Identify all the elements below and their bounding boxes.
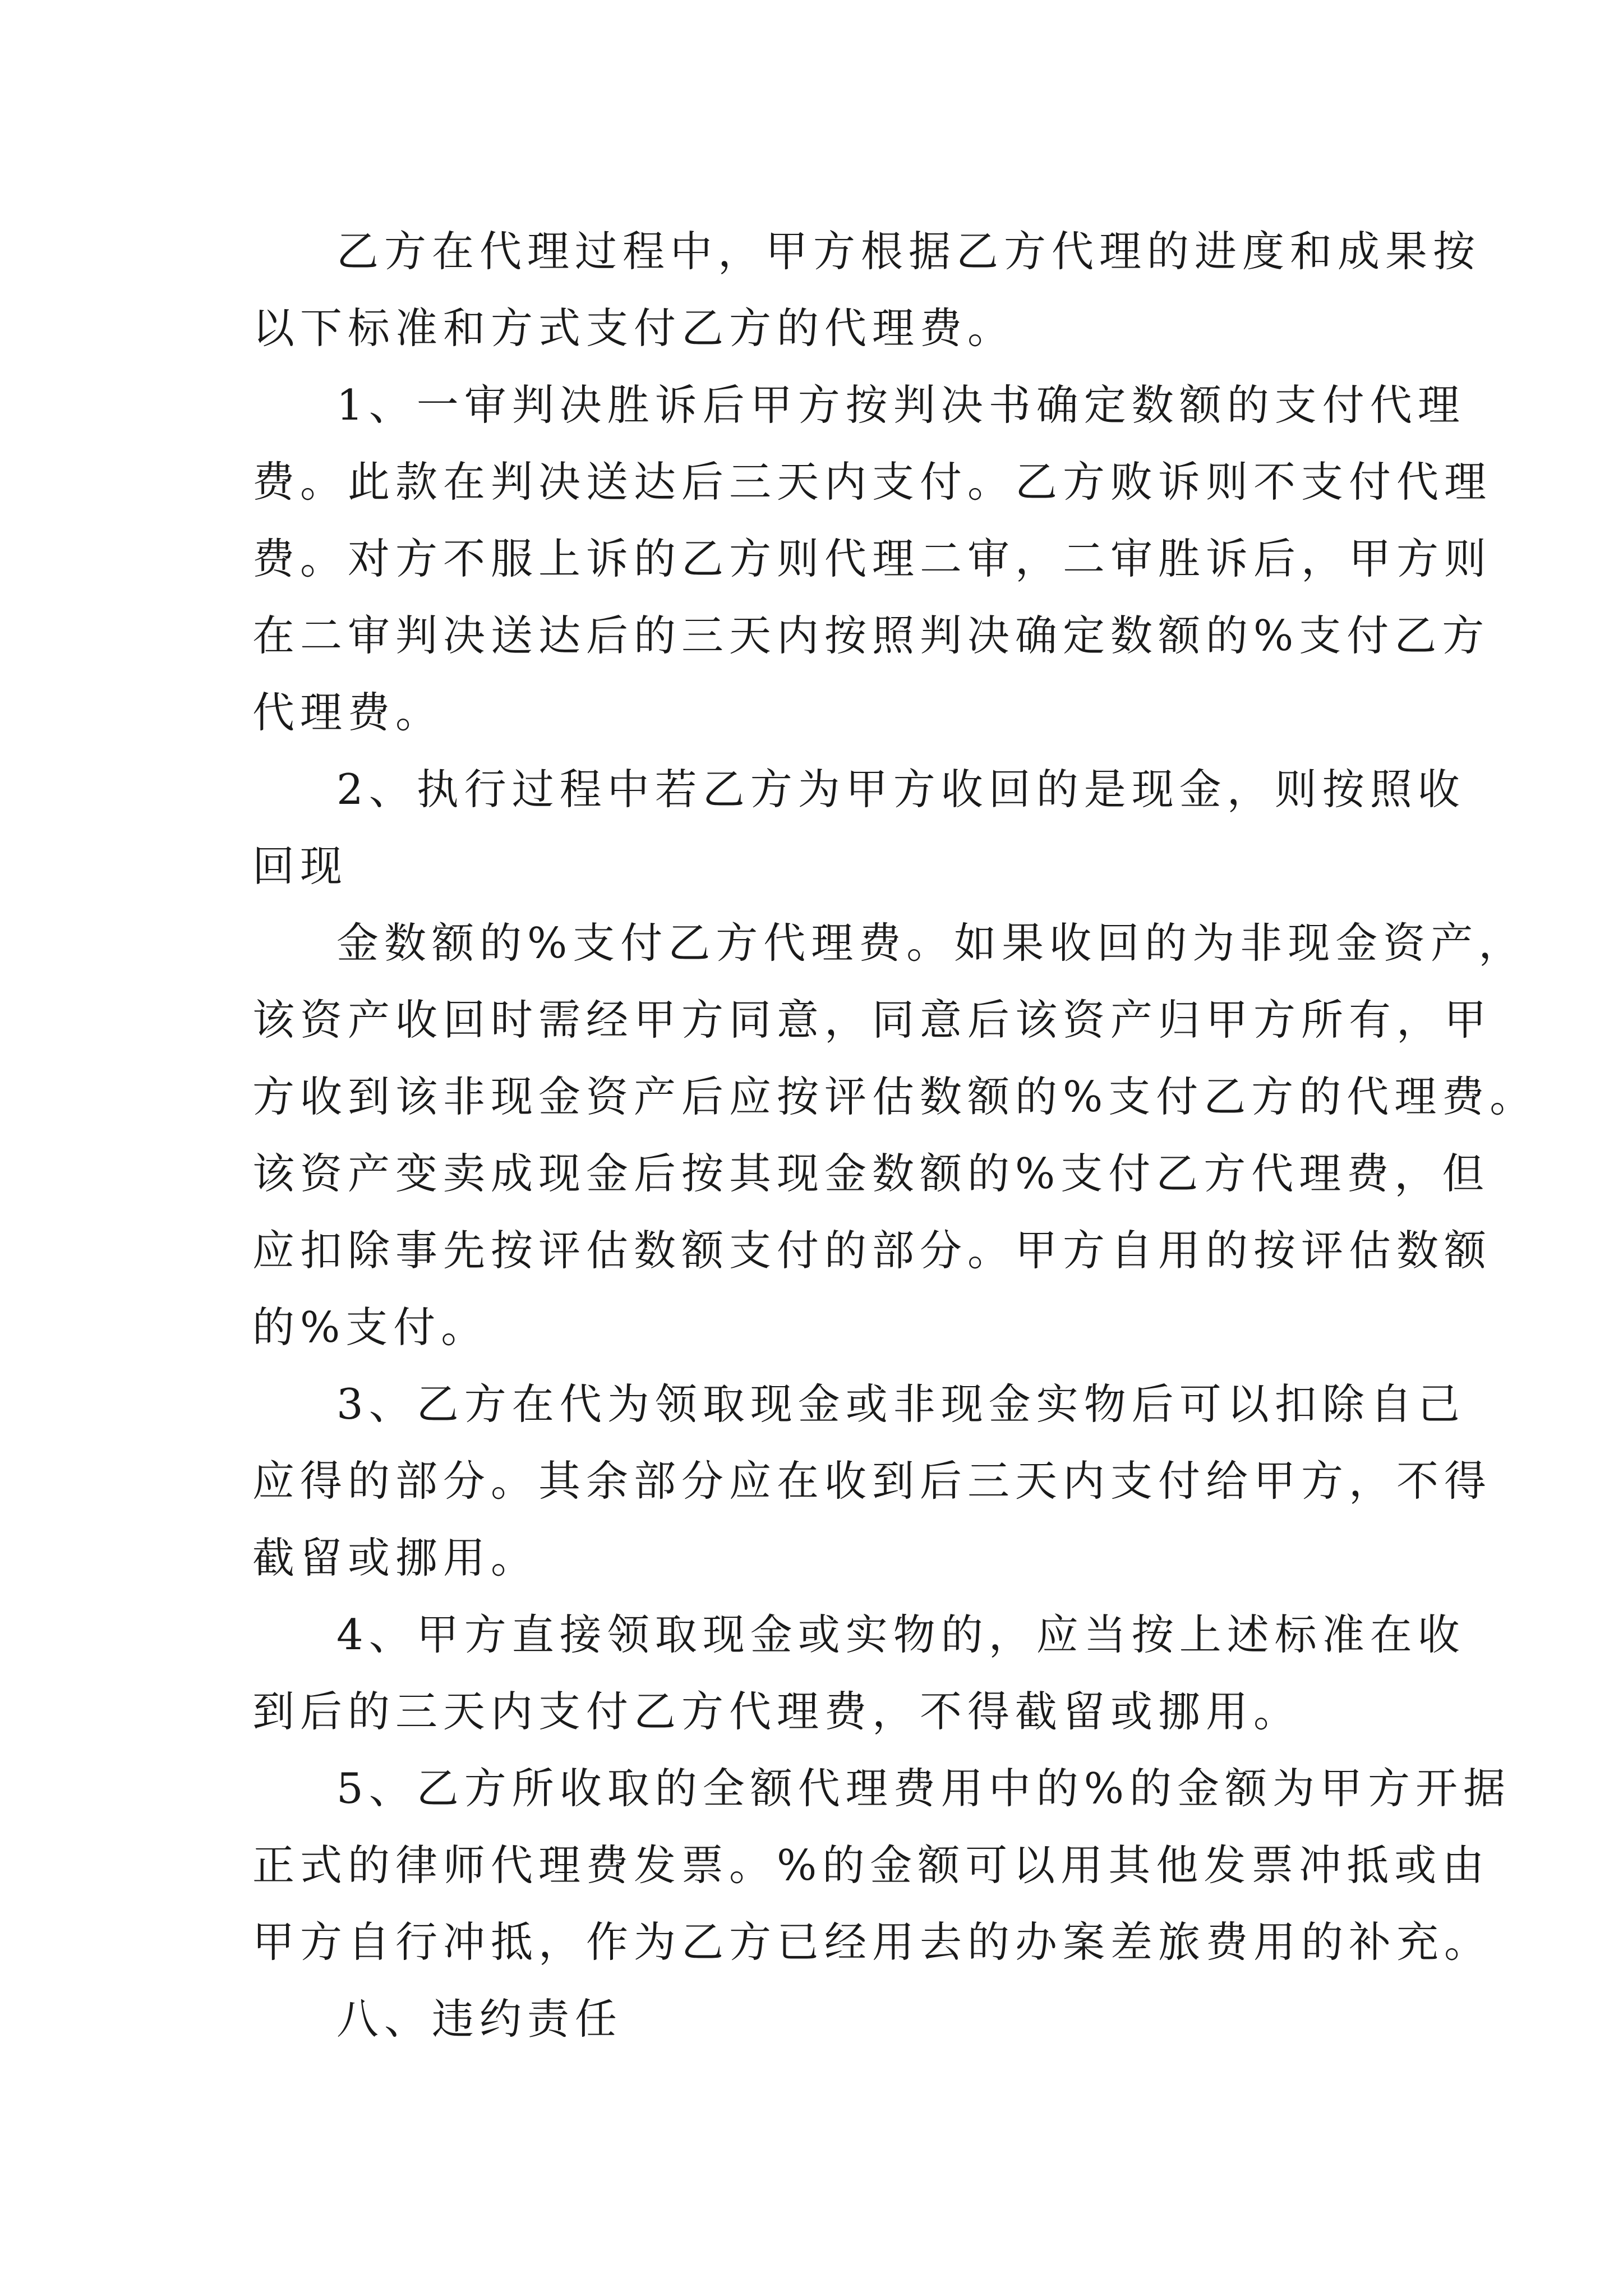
text-line: 2、执行过程中若乙方为甲方收回的是现金，则按照收 — [336, 765, 1465, 814]
text-line: 代理费。 — [252, 688, 444, 737]
document-body — [252, 213, 1538, 2058]
text-line: 甲方自行冲抵，作为乙方已经用去的办案差旅费用的补充。 — [252, 1917, 1492, 1967]
text-line: 以下标准和方式支付乙方的代理费。 — [252, 303, 1016, 353]
section-heading: 八、违约责任 — [336, 1994, 623, 2044]
text-line: 应得的部分。其余部分应在收到后三天内支付给甲方，不得 — [252, 1456, 1492, 1506]
text-line: 回现 — [252, 841, 348, 891]
text-line: 1、一审判决胜诉后甲方按判决书确定数额的支付代理 — [336, 380, 1465, 430]
text-line: 费。此款在判决送达后三天内支付。乙方败诉则不支付代理 — [252, 457, 1492, 507]
text-line: 方收到该非现金资产后应按评估数额的%支付乙方的代理费。 — [252, 1072, 1538, 1121]
text-line: 3、乙方在代为领取现金或非现金实物后可以扣除自己 — [336, 1379, 1465, 1429]
text-line: 的%支付。 — [252, 1303, 489, 1352]
text-line: 乙方在代理过程中，甲方根据乙方代理的进度和成果按 — [336, 227, 1481, 276]
text-line: 应扣除事先按评估数额支付的部分。甲方自用的按评估数额 — [252, 1226, 1492, 1275]
text-line: 在二审判决送达后的三天内按照判决确定数额的%支付乙方 — [252, 611, 1490, 660]
text-line: 截留或挪用。 — [252, 1533, 539, 1582]
text-line: 金数额的%支付乙方代理费。如果收回的为非现金资产， — [336, 918, 1527, 968]
text-line: 4、甲方直接领取现金或实物的，应当按上述标准在收 — [336, 1610, 1465, 1659]
text-line: 正式的律师代理费发票。%的金额可以用其他发票冲抵或由 — [252, 1841, 1490, 1890]
text-line: 费。对方不服上诉的乙方则代理二审，二审胜诉后，甲方则 — [252, 534, 1492, 583]
text-line: 到后的三天内支付乙方代理费，不得截留或挪用。 — [252, 1687, 1302, 1736]
text-line: 5、乙方所收取的全额代理费用中的%的金额为甲方开据 — [336, 1764, 1511, 1813]
text-line: 该资产收回时需经甲方同意，同意后该资产归甲方所有，甲 — [252, 995, 1492, 1045]
text-line: 该资产变卖成现金后按其现金数额的%支付乙方代理费，但 — [252, 1149, 1490, 1198]
